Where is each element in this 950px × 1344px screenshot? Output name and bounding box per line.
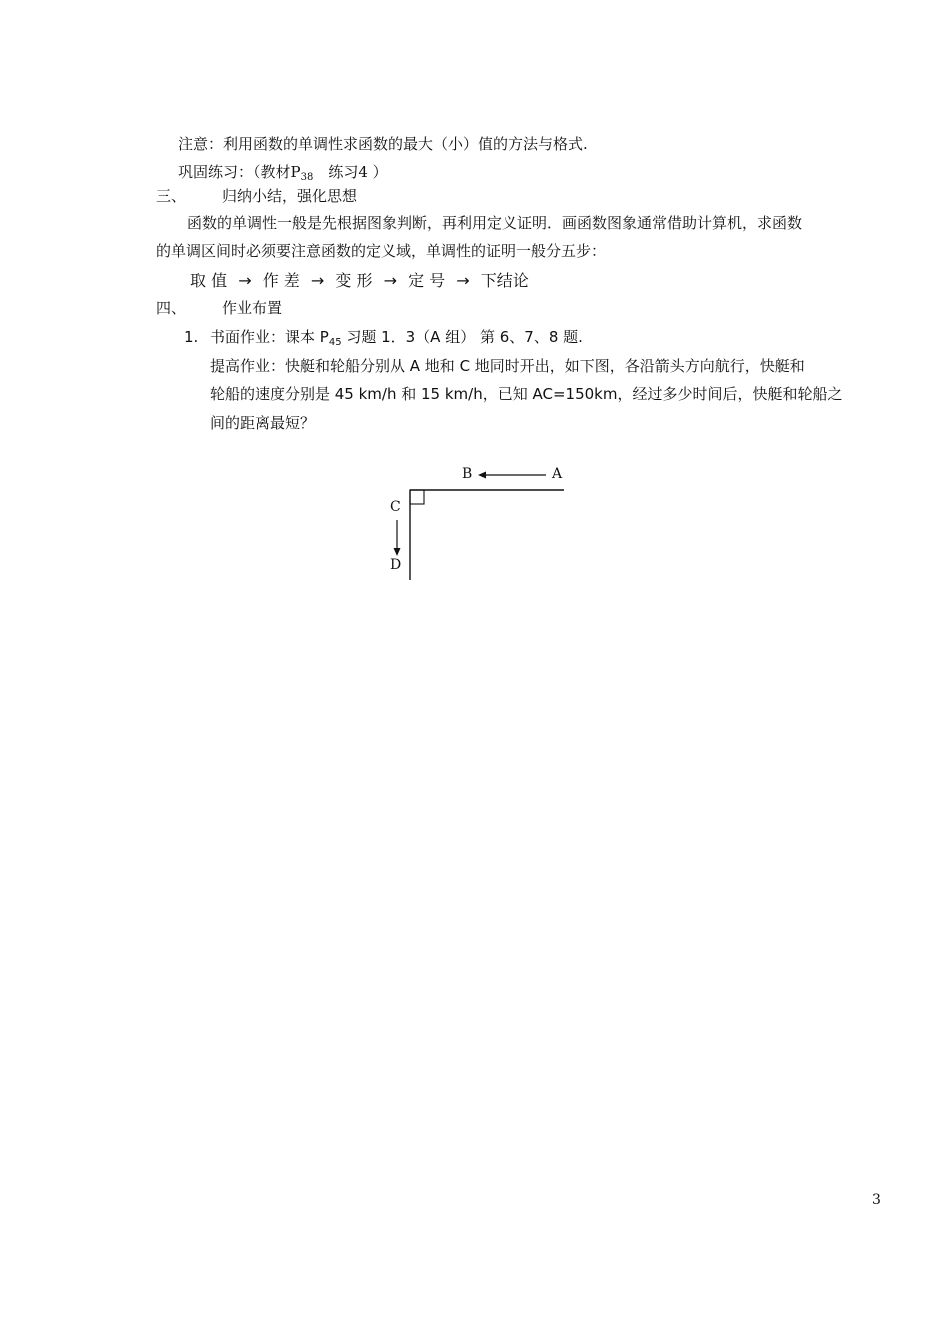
summary-paragraph-line-1: 函数的单调性一般是先根据图象判断，再利用定义证明．画函数图象通常借助计算机，求函数 [187,214,803,232]
point-label-d: D [390,557,402,573]
section-3-heading [156,186,358,206]
proof-steps [190,270,529,292]
homework-item-1 [184,327,583,348]
practice-prefix: 巩固练习：（教材P [178,163,301,181]
right-angle-marker [410,490,424,504]
section-3-title: 归纳小结，强化思想 [222,187,358,205]
arrow-icon: → [383,271,397,290]
homework-item-1-prefix: 书面作业：课本 P [210,328,329,346]
section-4-title: 作业布置 [222,299,283,317]
step-transform: 变 形 [335,271,373,290]
arrow-icon: → [310,271,325,290]
page-number: 3 [872,1192,881,1208]
arrow-icon: → [456,271,470,290]
motion-diagram [380,456,580,586]
arrow-icon: → [238,271,252,290]
homework-item-1-number: 1. [184,328,199,346]
section-3-number: 三、 [156,187,187,205]
arrow-c-to-d-head [394,548,401,556]
homework-item-1-subscript: 45 [328,337,342,348]
step-take-values: 取 值 [190,271,228,290]
homework-advanced-line-3: 间的距离最短？ [210,414,316,432]
point-label-a: A [552,466,563,482]
arrow-a-to-b-head [478,472,486,479]
practice-line [178,162,388,188]
step-difference: 作 差 [262,271,300,290]
homework-advanced-line-1: 提高作业：快艇和轮船分别从 A 地和 C 地同时开出，如下图，各沿箭头方向航行，快艇和 [210,357,805,375]
motion-diagram-svg [380,456,580,586]
practice-suffix: 练习4 ） [313,163,388,181]
point-label-c: C [390,499,401,515]
summary-paragraph-line-2: 的单调区间时必须要注意函数的定义域，单调性的证明一般分五步： [156,242,607,260]
step-determine-sign: 定 号 [408,271,446,290]
practice-subscript: 38 [300,172,314,183]
section-4-number: 四、 [156,299,187,317]
homework-advanced-line-2: 轮船的速度分别是 45 km/h 和 15 km/h，已知 AC=150km，经过多少时间后，快艇和轮船之 [210,385,843,403]
point-label-b: B [462,466,473,482]
step-conclude: 下结论 [480,271,529,290]
section-4-heading [156,298,283,318]
homework-item-1-suffix: 习题 1．3（A 组） 第 6、7、8 题. [341,328,583,346]
note-line: 注意：利用函数的单调性求函数的最大（小）值的方法与格式. [178,135,588,153]
